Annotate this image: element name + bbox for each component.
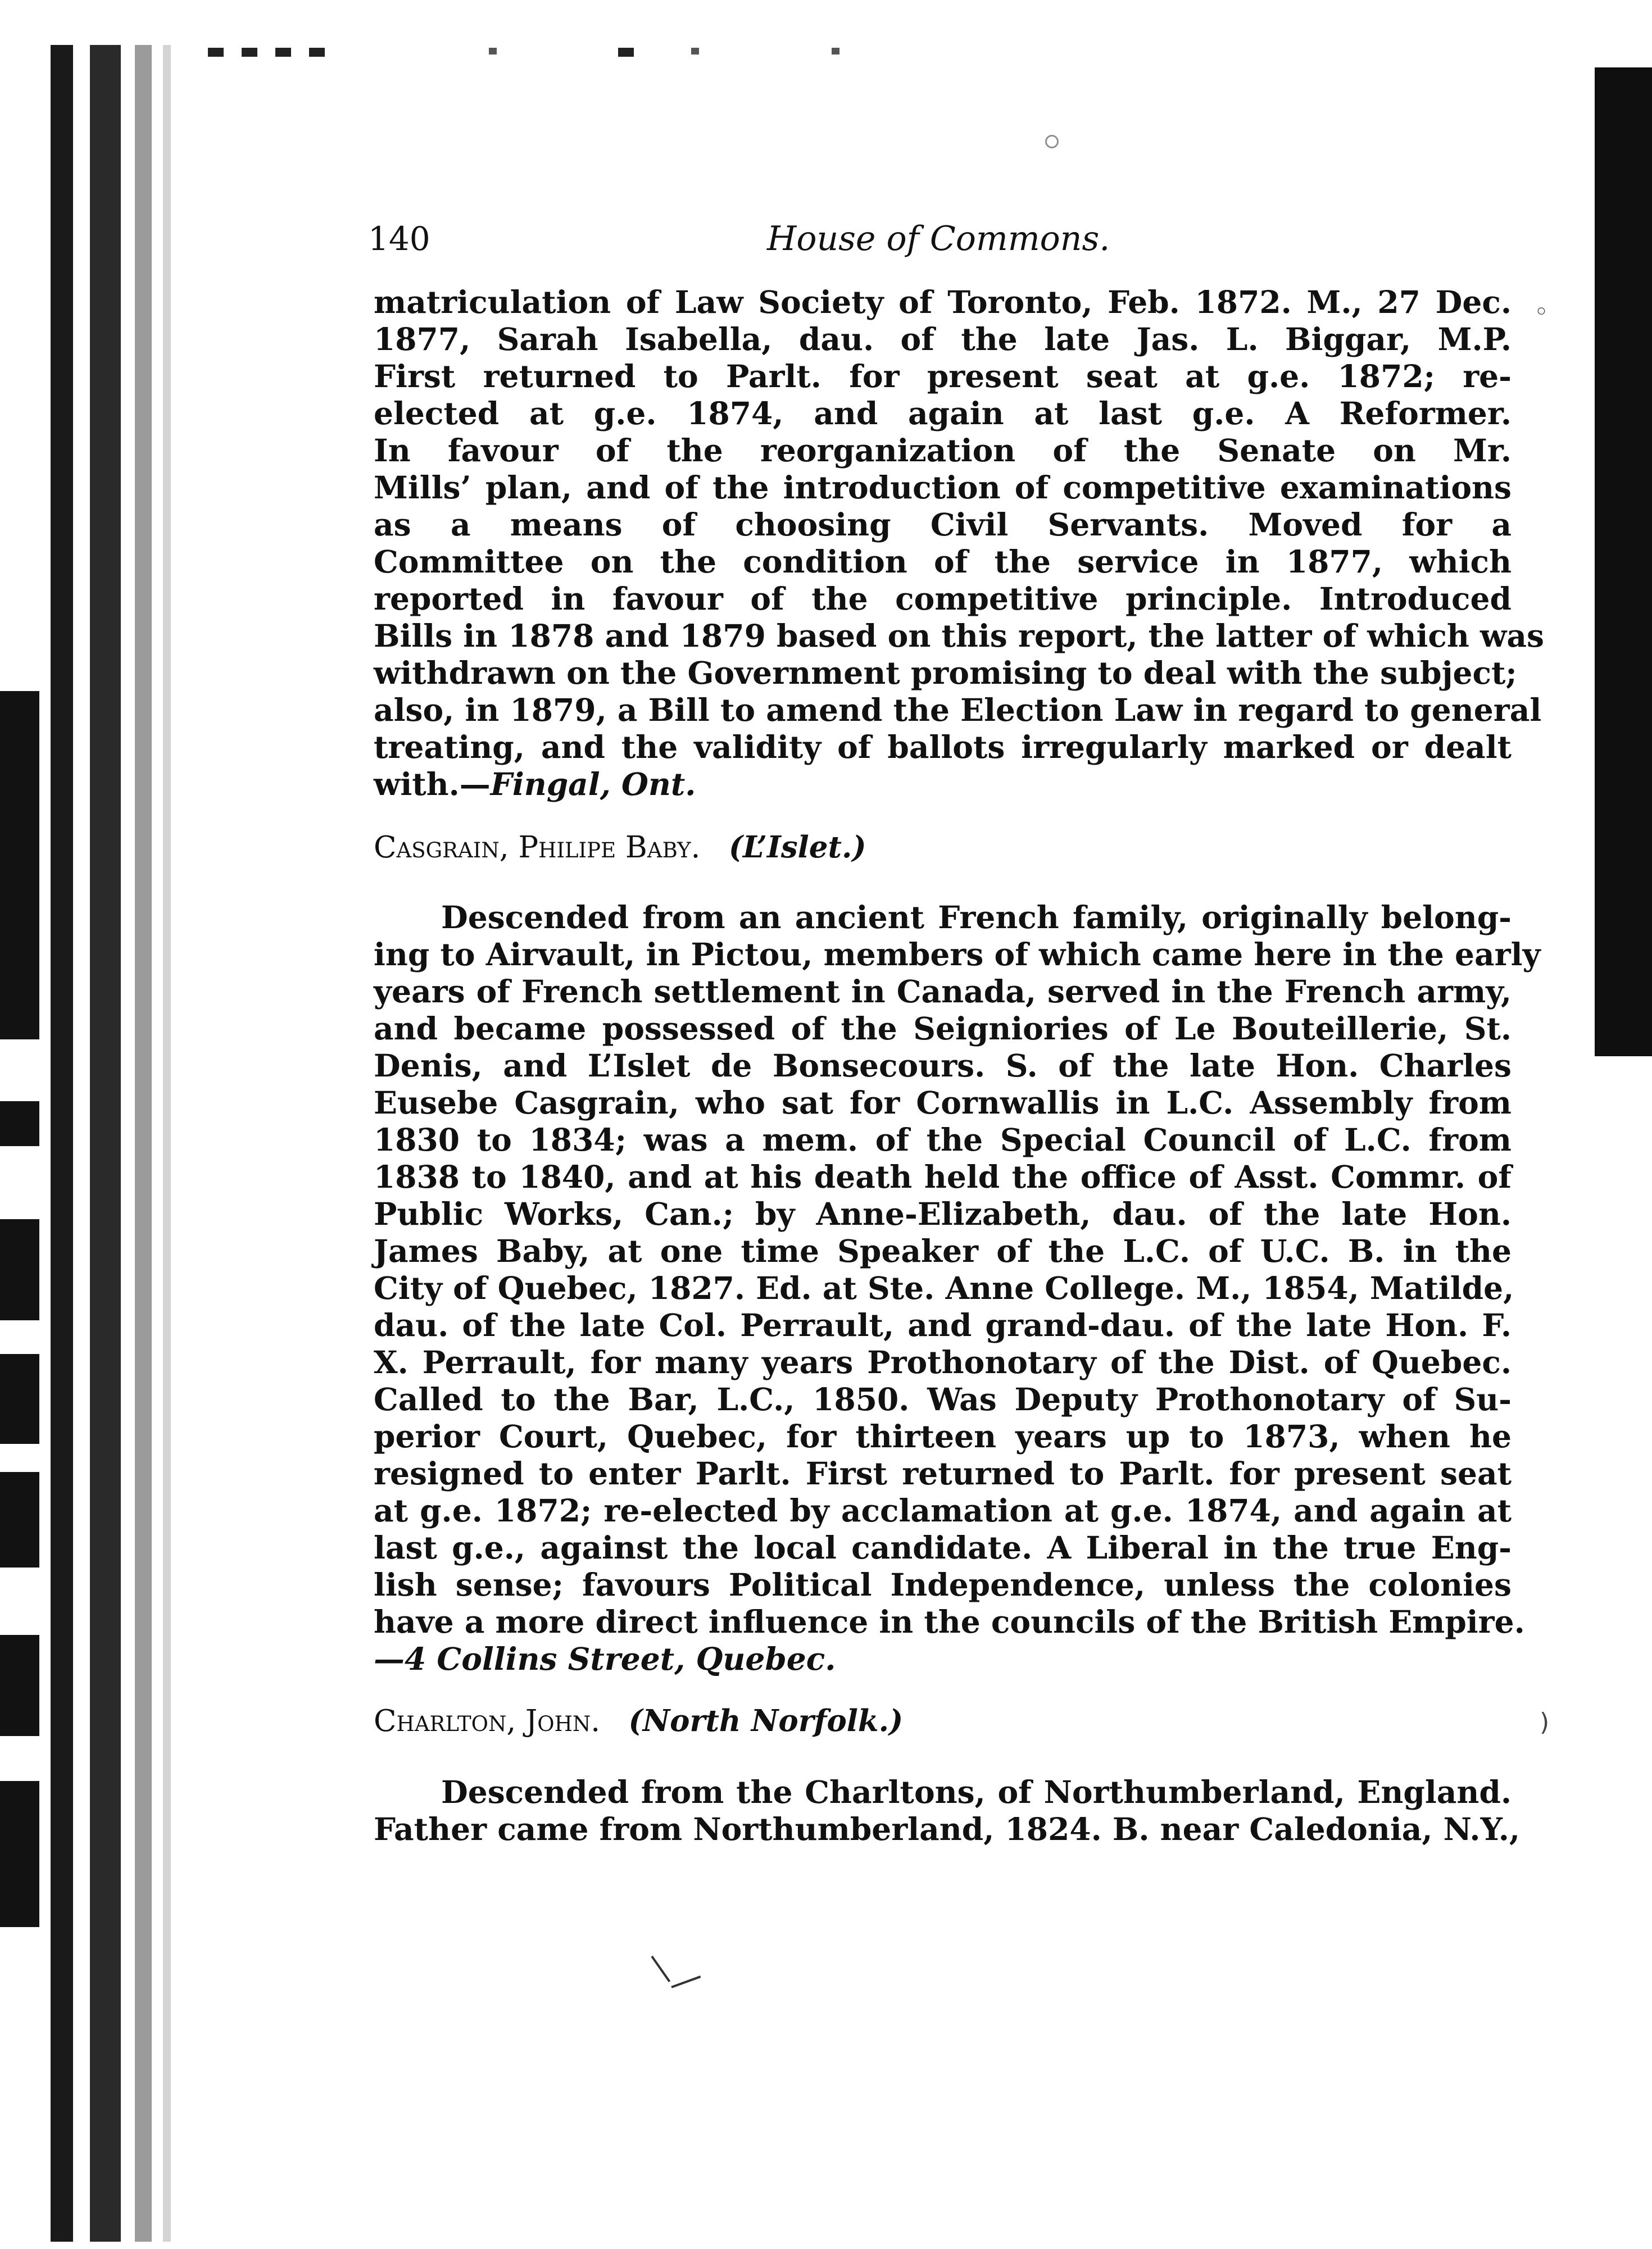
text-line: lish sense; favours Political Independence, unless the colonies xyxy=(374,1566,1512,1603)
gutter-shadow xyxy=(90,45,121,2242)
closing-text: with.— xyxy=(374,766,491,802)
page-content xyxy=(374,284,1544,1847)
entry-heading-casgrain xyxy=(374,829,866,866)
text-line: Mills’ plan, and of the introduction of competitive examinations xyxy=(374,469,1512,506)
text-line: withdrawn on the Government promising to deal with the subject; xyxy=(374,655,1517,691)
edge-mark xyxy=(0,691,39,1039)
text-line xyxy=(374,766,1512,803)
text-line: James Baby, at one time Speaker of the L.C. of U.C. B. in the xyxy=(374,1233,1512,1269)
edge-mark xyxy=(0,1635,39,1736)
text-line: In favour of the reorganization of the Senate on Mr. xyxy=(374,432,1512,469)
text-line: years of French settlement in Canada, served in the French army, xyxy=(374,973,1512,1010)
text-line: resigned to enter Parlt. First returned to Parlt. for present seat xyxy=(374,1455,1512,1492)
text-line: last g.e., against the local candidate. A Liberal in the true Eng- xyxy=(374,1529,1512,1566)
speck xyxy=(242,48,257,57)
text-line: Denis, and L’Islet de Bonsecours. S. of the late Hon. Charles xyxy=(374,1047,1512,1084)
edge-mark xyxy=(0,1354,39,1444)
member-name: Casgrain, Philipe Baby. xyxy=(374,830,701,865)
entry-casgrain-paragraph xyxy=(374,899,1541,1678)
speck xyxy=(832,48,839,54)
right-edge-shadow xyxy=(1595,67,1652,1056)
speck xyxy=(208,48,224,57)
speck xyxy=(651,1956,670,1982)
page-header xyxy=(368,211,1514,267)
district-name: (North Norfolk.) xyxy=(628,1703,904,1738)
text-line: 1838 to 1840, and at his death held the office of Asst. Commr. of xyxy=(374,1158,1512,1195)
text-line: elected at g.e. 1874, and again at last g.e. A Reformer. xyxy=(374,395,1512,431)
text-line: treating, and the validity of ballots irregularly marked or dealt xyxy=(374,729,1512,765)
gutter-shadow xyxy=(163,45,171,2242)
member-name: Charlton, John. xyxy=(374,1704,601,1738)
text-line: Committee on the condition of the service in 1877, which xyxy=(374,543,1512,580)
text-line: and became possessed of the Seigniories of Le Bouteillerie, St. xyxy=(374,1010,1512,1047)
edge-mark xyxy=(0,1472,39,1568)
text-line: 1877, Sarah Isabella, dau. of the late Jas. L. Biggar, M.P. xyxy=(374,321,1512,357)
text-line: 1830 to 1834; was a mem. of the Special Council of L.C. from xyxy=(374,1121,1512,1158)
text-line: Eusebe Casgrain, who sat for Cornwallis in L.C. Assembly from xyxy=(374,1084,1512,1121)
speck xyxy=(691,48,699,54)
text-line: have a more direct influence in the councils of the British Empire. xyxy=(374,1603,1525,1640)
speck xyxy=(618,48,634,57)
text-line: X. Perrault, for many years Prothonotary of the Dist. of Quebec. xyxy=(374,1344,1512,1380)
text-line: at g.e. 1872; re-elected by acclamation at g.e. 1874, and again at xyxy=(374,1492,1512,1529)
speck xyxy=(309,48,325,57)
text-line: also, in 1879, a Bill to amend the Election Law in regard to general xyxy=(374,692,1542,728)
text-line: as a means of choosing Civil Servants. Moved for a xyxy=(374,506,1512,543)
text-line: Father came from Northumberland, 1824. B. near Caledonia, N.Y., xyxy=(374,1811,1521,1847)
text-line: dau. of the late Col. Perrault, and grand-dau. of the late Hon. F. xyxy=(374,1307,1512,1343)
text-line: City of Quebec, 1827. Ed. at Ste. Anne College. M., 1854, Matilde, xyxy=(374,1270,1514,1306)
speck xyxy=(489,48,497,54)
margin-mark: ) xyxy=(1540,1708,1550,1737)
margin-mark: ◦ xyxy=(1534,298,1549,326)
address-line: —4 Collins Street, Quebec. xyxy=(374,1641,836,1677)
edge-mark xyxy=(0,1219,39,1320)
gutter-shadow xyxy=(51,45,73,2242)
speck xyxy=(671,1975,701,1988)
edge-mark xyxy=(0,1781,39,1927)
place-name: Fingal, Ont. xyxy=(490,766,696,802)
text-line: Called to the Bar, L.C., 1850. Was Deputy Prothonotary of Su- xyxy=(374,1381,1512,1417)
text-line: Public Works, Can.; by Anne-Elizabeth, dau. of the late Hon. xyxy=(374,1196,1512,1232)
text-line: Descended from an ancient French family, originally belong- xyxy=(441,899,1512,935)
edge-mark xyxy=(0,1101,39,1146)
text-line: First returned to Parlt. for present seat at g.e. 1872; re- xyxy=(374,358,1512,394)
page-number: 140 xyxy=(368,220,430,258)
text-line: Bills in 1878 and 1879 based on this report, the latter of which was xyxy=(374,617,1544,654)
scan-dot xyxy=(1045,135,1059,148)
text-line: perior Court, Quebec, for thirteen years up to 1873, when he xyxy=(374,1418,1512,1455)
scan-specks xyxy=(208,48,1332,115)
text-line: ing to Airvault, in Pictou, members of which came here in the early xyxy=(374,936,1541,973)
gutter-shadow xyxy=(135,45,152,2242)
binding-gutter xyxy=(51,45,185,2242)
text-line: reported in favour of the competitive principle. Introduced xyxy=(374,580,1512,617)
text-line: matriculation of Law Society of Toronto, Feb. 1872. M., 27 Dec. xyxy=(374,284,1512,320)
text-line: Descended from the Charltons, of Northumberland, England. xyxy=(441,1774,1512,1810)
entry-continued-paragraph xyxy=(374,284,1544,803)
district-name: (L’Islet.) xyxy=(728,830,866,865)
entry-heading-charlton xyxy=(374,1702,903,1740)
running-head: House of Commons. xyxy=(767,219,1110,258)
entry-charlton-paragraph xyxy=(374,1774,1521,1848)
speck xyxy=(275,48,291,57)
scan-specks xyxy=(652,1955,753,2023)
